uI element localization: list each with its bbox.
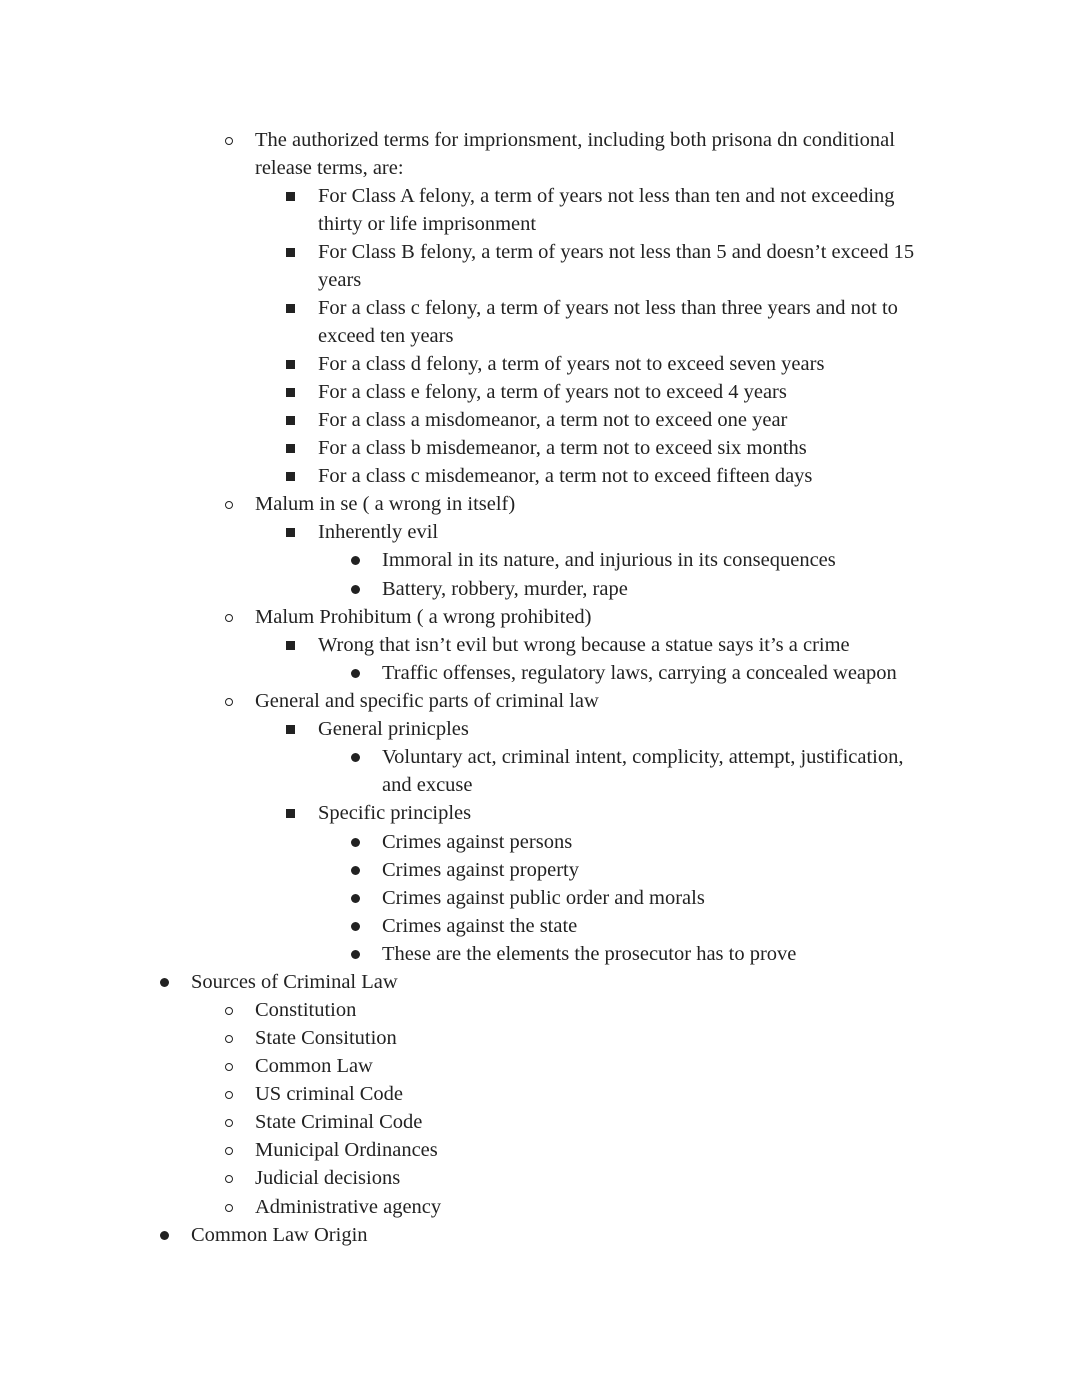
term-item-line: For a class e felony, a term of years not to exceed 4 years: [318, 381, 787, 403]
filled-disc-bullet-icon: [160, 978, 169, 987]
source-item: Administrative agency: [255, 1196, 442, 1218]
square-bullet-icon: [286, 248, 295, 257]
sources-heading: Sources of Criminal Law: [191, 971, 398, 993]
term-item-line: For a class c felony, a term of years not less than three years and not to: [318, 297, 898, 319]
square-bullet-icon: [286, 528, 295, 537]
filled-disc-bullet-icon: [351, 753, 360, 762]
filled-disc-bullet-icon: [351, 669, 360, 678]
malum-prohibitum-sub: Wrong that isn’t evil but wrong because a statue says it’s a crime: [318, 634, 850, 656]
malum-prohibitum-point: Traffic offenses, regulatory laws, carrying a concealed weapon: [382, 662, 897, 684]
specific-principles-point: Crimes against property: [382, 859, 579, 881]
hollow-circle-bullet-icon: [225, 1091, 233, 1099]
filled-disc-bullet-icon: [160, 1231, 169, 1240]
specific-principles-point: Crimes against public order and morals: [382, 887, 705, 909]
hollow-circle-bullet-icon: [225, 137, 233, 145]
term-item-line: For Class B felony, a term of years not less than 5 and doesn’t exceed 15: [318, 241, 915, 263]
general-principles-point-line1: Voluntary act, criminal intent, complicity, attempt, justification,: [382, 746, 904, 768]
hollow-circle-bullet-icon: [225, 614, 233, 622]
specific-principles-point: These are the elements the prosecutor has to prove: [382, 943, 797, 965]
source-item: Constitution: [255, 999, 357, 1021]
source-item: State Criminal Code: [255, 1111, 423, 1133]
source-item: State Consitution: [255, 1027, 397, 1049]
source-item: Common Law: [255, 1055, 373, 1077]
hollow-circle-bullet-icon: [225, 1119, 233, 1127]
term-item-line: For a class a misdomeanor, a term not to exceed one year: [318, 409, 788, 431]
filled-disc-bullet-icon: [351, 585, 360, 594]
term-item-line: For a class d felony, a term of years not to exceed seven years: [318, 353, 825, 375]
square-bullet-icon: [286, 725, 295, 734]
hollow-circle-bullet-icon: [225, 501, 233, 509]
term-item-line: exceed ten years: [318, 325, 454, 347]
filled-disc-bullet-icon: [351, 894, 360, 903]
malum-in-se-sub: Inherently evil: [318, 521, 439, 543]
general-principles-label: General prinicples: [318, 718, 469, 740]
filled-disc-bullet-icon: [351, 950, 360, 959]
hollow-circle-bullet-icon: [225, 1175, 233, 1183]
square-bullet-icon: [286, 192, 295, 201]
terms-intro-line2: release terms, are:: [255, 157, 404, 179]
hollow-circle-bullet-icon: [225, 1007, 233, 1015]
specific-principles-label: Specific principles: [318, 802, 472, 824]
hollow-circle-bullet-icon: [225, 1204, 233, 1212]
malum-prohibitum-heading: Malum Prohibitum ( a wrong prohibited): [255, 606, 592, 628]
specific-principles-point: Crimes against the state: [382, 915, 578, 937]
term-item-line: For Class A felony, a term of years not less than ten and not exceeding: [318, 185, 895, 207]
term-item-line: For a class b misdemeanor, a term not to exceed six months: [318, 437, 807, 459]
hollow-circle-bullet-icon: [225, 698, 233, 706]
square-bullet-icon: [286, 641, 295, 650]
square-bullet-icon: [286, 809, 295, 818]
common-law-origin-heading: Common Law Origin: [191, 1224, 368, 1246]
filled-disc-bullet-icon: [351, 866, 360, 875]
malum-in-se-point: Immoral in its nature, and injurious in its consequences: [382, 549, 836, 571]
square-bullet-icon: [286, 304, 295, 313]
term-item-line: For a class c misdemeanor, a term not to exceed fifteen days: [318, 465, 813, 487]
source-item: US criminal Code: [255, 1083, 404, 1105]
general-principles-point-line2: and excuse: [382, 774, 473, 796]
square-bullet-icon: [286, 416, 295, 425]
filled-disc-bullet-icon: [351, 556, 360, 565]
square-bullet-icon: [286, 472, 295, 481]
source-item: Judicial decisions: [255, 1167, 401, 1189]
terms-intro-line1: The authorized terms for imprionsment, including both prisona dn conditional: [255, 129, 895, 151]
filled-disc-bullet-icon: [351, 922, 360, 931]
square-bullet-icon: [286, 388, 295, 397]
malum-in-se-point: Battery, robbery, murder, rape: [382, 578, 628, 600]
source-item: Municipal Ordinances: [255, 1139, 438, 1161]
square-bullet-icon: [286, 360, 295, 369]
square-bullet-icon: [286, 444, 295, 453]
hollow-circle-bullet-icon: [225, 1035, 233, 1043]
term-item-line: thirty or life imprisonment: [318, 213, 537, 235]
malum-in-se-heading: Malum in se ( a wrong in itself): [255, 493, 516, 515]
specific-principles-point: Crimes against persons: [382, 831, 573, 853]
hollow-circle-bullet-icon: [225, 1147, 233, 1155]
hollow-circle-bullet-icon: [225, 1063, 233, 1071]
filled-disc-bullet-icon: [351, 838, 360, 847]
general-specific-heading: General and specific parts of criminal law: [255, 690, 599, 712]
term-item-line: years: [318, 269, 362, 291]
